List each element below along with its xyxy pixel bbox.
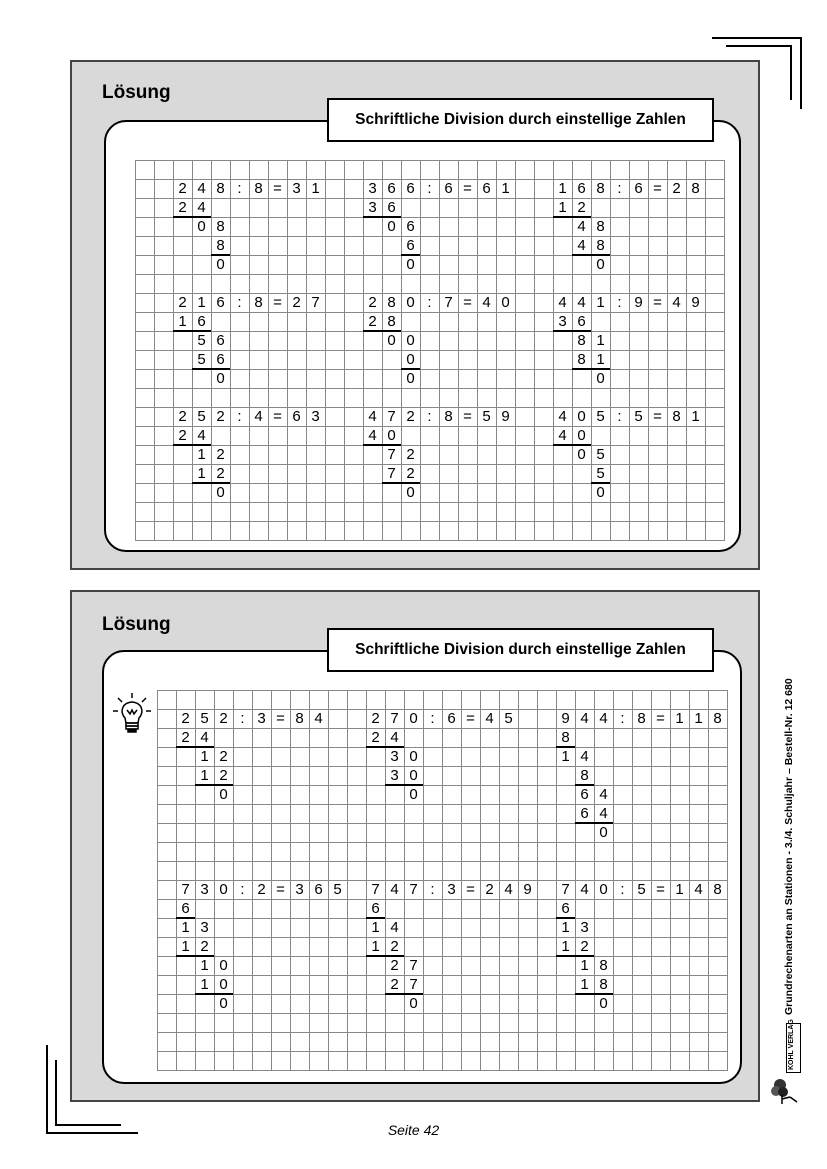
work-digit: 1 [200, 976, 209, 993]
work-digit: 0 [406, 351, 415, 368]
problem-digit: 8 [596, 180, 605, 197]
work-digit: 0 [219, 976, 228, 993]
work-digit: 4 [577, 218, 586, 235]
work-digit: 1 [580, 976, 589, 993]
work-digit: 1 [558, 199, 567, 216]
work-digit: 0 [409, 786, 418, 803]
problem-digit: 3 [200, 881, 209, 898]
problem-digit: 2 [181, 710, 190, 727]
problem-digit: 2 [216, 408, 225, 425]
card-title: Lösung [102, 82, 171, 103]
work-digit: 8 [599, 957, 608, 974]
work-digit: 8 [216, 237, 225, 254]
work-digit: 6 [561, 900, 570, 917]
problem-digit: = [466, 710, 475, 727]
problem-digit: 4 [580, 881, 589, 898]
worksheet-panel [102, 650, 742, 1084]
work-digit: 1 [596, 332, 605, 349]
problem-digit: 6 [577, 180, 586, 197]
problem-digit: 6 [406, 180, 415, 197]
problem-digit: 1 [501, 180, 510, 197]
problem-digit: 1 [197, 294, 206, 311]
corner-line [712, 37, 802, 39]
work-digit: 7 [387, 465, 396, 482]
problem-digit: 2 [257, 881, 266, 898]
solution-card-2 [70, 590, 760, 1102]
work-digit: 0 [219, 957, 228, 974]
work-digit: 4 [368, 427, 377, 444]
work-digit: 2 [178, 199, 187, 216]
problem-digit: 4 [254, 408, 263, 425]
work-digit: 3 [368, 199, 377, 216]
problem-digit: 5 [197, 408, 206, 425]
work-digit: 2 [390, 957, 399, 974]
work-digit: 3 [580, 919, 589, 936]
title-banner: Schriftliche Division durch einstellige Zahlen [327, 628, 714, 672]
card-title: Lösung [102, 614, 171, 635]
problem-digit: 8 [713, 710, 722, 727]
problem-digit: = [276, 881, 285, 898]
problem-digit: : [240, 881, 245, 898]
work-digit: 1 [561, 919, 570, 936]
work-digit: 1 [371, 919, 380, 936]
corner-line [790, 45, 792, 100]
problem-digit: 2 [178, 408, 187, 425]
logo-text: KOHL VERLAG [788, 1019, 795, 1070]
problem-digit: 8 [254, 294, 263, 311]
problem-digit: 3 [311, 408, 320, 425]
problem-digit: 4 [580, 710, 589, 727]
problem-digit: 6 [292, 408, 301, 425]
problem-digit: 8 [295, 710, 304, 727]
work-digit: 8 [599, 976, 608, 993]
grid-paper [157, 690, 728, 1071]
work-digit: 4 [197, 199, 206, 216]
problem-digit: 5 [596, 408, 605, 425]
publisher-logo [786, 1019, 801, 1073]
problem-digit: 1 [675, 710, 684, 727]
work-digit: 1 [561, 938, 570, 955]
problem-digit: = [273, 294, 282, 311]
problem-digit: 8 [254, 180, 263, 197]
work-digit: 8 [216, 218, 225, 235]
problem-digit: 3 [447, 881, 456, 898]
problem-digit: 1 [596, 294, 605, 311]
work-digit: 1 [181, 938, 190, 955]
corner-line [46, 1045, 48, 1133]
work-digit: 4 [599, 786, 608, 803]
problem-digit: 7 [390, 710, 399, 727]
work-digit: 1 [197, 465, 206, 482]
work-digit: 2 [371, 729, 380, 746]
work-digit: 8 [577, 351, 586, 368]
work-digit: 8 [577, 332, 586, 349]
problem-digit: 7 [311, 294, 320, 311]
problem-digit: : [240, 710, 245, 727]
work-digit: 3 [390, 767, 399, 784]
work-digit: 0 [409, 995, 418, 1012]
problem-digit: 7 [371, 881, 380, 898]
problem-digit: 0 [501, 294, 510, 311]
work-digit: 1 [197, 446, 206, 463]
corner-line [726, 45, 792, 47]
tree-logo-icon [770, 1075, 800, 1105]
work-digit: 2 [219, 748, 228, 765]
problem-digit: : [427, 294, 432, 311]
problem-digit: 8 [691, 180, 700, 197]
work-digit: 2 [216, 465, 225, 482]
grid-paper [135, 160, 725, 541]
work-digit: 0 [409, 767, 418, 784]
work-digit: 2 [181, 729, 190, 746]
work-digit: 8 [387, 313, 396, 330]
problem-digit: 8 [713, 881, 722, 898]
problem-digit: 4 [599, 710, 608, 727]
work-digit: 5 [197, 351, 206, 368]
problem-digit: 3 [292, 180, 301, 197]
work-digit: 0 [406, 332, 415, 349]
problem-digit: : [430, 710, 435, 727]
work-digit: 2 [390, 938, 399, 955]
problem-digit: 4 [314, 710, 323, 727]
problem-digit: 2 [292, 294, 301, 311]
problem-digit: 7 [444, 294, 453, 311]
problem-digit: 0 [577, 408, 586, 425]
problem-digit: 5 [482, 408, 491, 425]
work-digit: 0 [406, 370, 415, 387]
problem-digit: 7 [561, 881, 570, 898]
work-digit: 6 [406, 237, 415, 254]
problem-digit: 4 [577, 294, 586, 311]
problem-digit: = [653, 294, 662, 311]
problem-digit: 4 [558, 408, 567, 425]
problem-digit: 1 [694, 710, 703, 727]
lightbulb-icon [112, 692, 152, 736]
problem-digit: 5 [200, 710, 209, 727]
problem-digit: : [617, 180, 622, 197]
problem-digit: 6 [634, 180, 643, 197]
problem-digit: 7 [181, 881, 190, 898]
work-digit: 1 [580, 957, 589, 974]
problem-digit: 9 [501, 408, 510, 425]
work-digit: 1 [561, 748, 570, 765]
work-digit: 2 [219, 767, 228, 784]
problem-digit: = [273, 180, 282, 197]
corner-line [55, 1060, 57, 1126]
problem-digit: 3 [295, 881, 304, 898]
work-digit: 5 [197, 332, 206, 349]
problem-digit: 0 [219, 881, 228, 898]
problem-digit: 4 [485, 710, 494, 727]
problem-digit: = [276, 710, 285, 727]
work-digit: 0 [409, 748, 418, 765]
problem-digit: 0 [599, 881, 608, 898]
work-digit: 1 [200, 748, 209, 765]
problem-digit: = [463, 180, 472, 197]
work-digit: 3 [200, 919, 209, 936]
work-digit: 0 [219, 786, 228, 803]
problem-digit: 4 [558, 294, 567, 311]
work-digit: 6 [181, 900, 190, 917]
corner-line [800, 37, 802, 109]
work-digit: 8 [596, 218, 605, 235]
problem-digit: = [466, 881, 475, 898]
worksheet-panel [104, 120, 741, 552]
problem-digit: 6 [387, 180, 396, 197]
work-digit: 6 [580, 805, 589, 822]
work-digit: 6 [387, 199, 396, 216]
work-digit: 6 [197, 313, 206, 330]
problem-digit: : [620, 710, 625, 727]
work-digit: 0 [596, 484, 605, 501]
problem-digit: 2 [672, 180, 681, 197]
work-digit: 4 [577, 237, 586, 254]
work-digit: 2 [390, 976, 399, 993]
work-digit: 4 [580, 748, 589, 765]
problem-digit: 8 [216, 180, 225, 197]
problem-digit: = [656, 710, 665, 727]
work-digit: 8 [596, 237, 605, 254]
problem-digit: = [653, 180, 662, 197]
problem-digit: 4 [694, 881, 703, 898]
problem-digit: 8 [637, 710, 646, 727]
problem-digit: 5 [637, 881, 646, 898]
problem-digit: 6 [447, 710, 456, 727]
work-digit: 2 [580, 938, 589, 955]
problem-digit: 0 [409, 710, 418, 727]
title-banner: Schriftliche Division durch einstellige Zahlen [327, 98, 714, 142]
work-digit: 2 [406, 446, 415, 463]
work-digit: 0 [387, 332, 396, 349]
work-digit: 7 [387, 446, 396, 463]
problem-digit: 5 [634, 408, 643, 425]
work-digit: 6 [406, 218, 415, 235]
problem-digit: : [427, 180, 432, 197]
problem-digit: 2 [406, 408, 415, 425]
problem-digit: : [237, 408, 242, 425]
problem-digit: 2 [368, 294, 377, 311]
problem-digit: 3 [368, 180, 377, 197]
work-digit: 5 [596, 465, 605, 482]
work-digit: 0 [216, 484, 225, 501]
work-digit: 6 [371, 900, 380, 917]
problem-digit: = [463, 408, 472, 425]
work-digit: 0 [387, 218, 396, 235]
problem-digit: 8 [444, 408, 453, 425]
work-digit: 3 [390, 748, 399, 765]
work-digit: 1 [200, 767, 209, 784]
problem-digit: 2 [178, 294, 187, 311]
work-digit: 2 [216, 446, 225, 463]
problem-digit: 6 [482, 180, 491, 197]
problem-digit: 8 [672, 408, 681, 425]
work-digit: 4 [390, 729, 399, 746]
problem-digit: 5 [333, 881, 342, 898]
work-digit: 4 [197, 427, 206, 444]
problem-digit: = [463, 294, 472, 311]
work-digit: 0 [216, 256, 225, 273]
work-digit: 4 [390, 919, 399, 936]
work-digit: 6 [216, 351, 225, 368]
work-digit: 0 [577, 427, 586, 444]
solution-card-1 [70, 60, 760, 570]
work-digit: 0 [577, 446, 586, 463]
problem-digit: 4 [390, 881, 399, 898]
problem-digit: 4 [504, 881, 513, 898]
problem-digit: 7 [387, 408, 396, 425]
problem-digit: 4 [197, 180, 206, 197]
problem-digit: 1 [691, 408, 700, 425]
problem-digit: 3 [257, 710, 266, 727]
problem-digit: 2 [178, 180, 187, 197]
work-digit: 6 [577, 313, 586, 330]
work-digit: 8 [561, 729, 570, 746]
problem-digit: 6 [216, 294, 225, 311]
work-digit: 0 [599, 995, 608, 1012]
work-digit: 0 [406, 256, 415, 273]
problem-digit: : [237, 294, 242, 311]
problem-digit: 2 [371, 710, 380, 727]
work-digit: 1 [178, 313, 187, 330]
work-digit: 2 [178, 427, 187, 444]
work-digit: 4 [558, 427, 567, 444]
work-digit: 0 [219, 995, 228, 1012]
problem-digit: : [430, 881, 435, 898]
work-digit: 0 [406, 484, 415, 501]
page-number: Seite 42 [387, 1122, 440, 1138]
work-digit: 2 [577, 199, 586, 216]
problem-digit: 9 [561, 710, 570, 727]
work-digit: 0 [387, 427, 396, 444]
problem-digit: 9 [523, 881, 532, 898]
problem-digit: 5 [504, 710, 513, 727]
work-digit: 0 [596, 370, 605, 387]
problem-digit: 1 [311, 180, 320, 197]
problem-digit: 0 [406, 294, 415, 311]
work-digit: 4 [200, 729, 209, 746]
work-digit: 0 [197, 218, 206, 235]
work-digit: 0 [216, 370, 225, 387]
work-digit: 4 [599, 805, 608, 822]
problem-digit: 1 [675, 881, 684, 898]
problem-digit: = [653, 408, 662, 425]
problem-digit: 7 [409, 881, 418, 898]
work-digit: 0 [596, 256, 605, 273]
work-digit: 2 [200, 938, 209, 955]
problem-digit: 2 [485, 881, 494, 898]
problem-digit: 1 [558, 180, 567, 197]
problem-digit: : [237, 180, 242, 197]
problem-digit: 2 [219, 710, 228, 727]
work-digit: 1 [596, 351, 605, 368]
work-digit: 7 [409, 957, 418, 974]
problem-digit: = [273, 408, 282, 425]
problem-digit: : [617, 408, 622, 425]
problem-digit: = [656, 881, 665, 898]
problem-digit: 6 [444, 180, 453, 197]
work-digit: 6 [216, 332, 225, 349]
problem-digit: 4 [482, 294, 491, 311]
problem-digit: 6 [314, 881, 323, 898]
work-digit: 5 [596, 446, 605, 463]
work-digit: 6 [580, 786, 589, 803]
side-text: Grundrechenarten an Stationen - 3./4. Schuljahr – Bestell-Nr. 12 680 [783, 678, 795, 1015]
work-digit: 7 [409, 976, 418, 993]
problem-digit: 4 [672, 294, 681, 311]
problem-digit: 9 [634, 294, 643, 311]
problem-digit: : [620, 881, 625, 898]
work-digit: 1 [371, 938, 380, 955]
work-digit: 3 [558, 313, 567, 330]
problem-digit: : [617, 294, 622, 311]
work-digit: 2 [406, 465, 415, 482]
work-digit: 8 [580, 767, 589, 784]
problem-digit: 8 [387, 294, 396, 311]
problem-digit: : [427, 408, 432, 425]
work-digit: 2 [368, 313, 377, 330]
work-digit: 0 [599, 824, 608, 841]
problem-digit: 4 [368, 408, 377, 425]
work-digit: 1 [181, 919, 190, 936]
work-digit: 1 [200, 957, 209, 974]
problem-digit: 9 [691, 294, 700, 311]
